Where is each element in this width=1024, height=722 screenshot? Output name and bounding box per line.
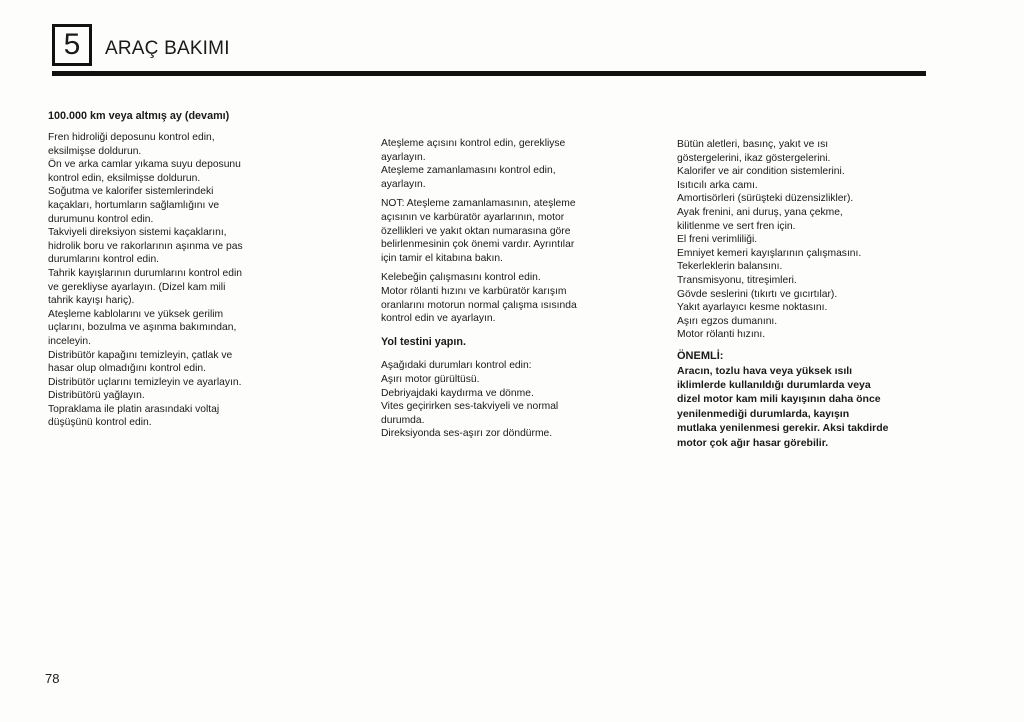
text-line: uçlarını, bozulma ve aşınma bakımından, bbox=[48, 322, 237, 334]
text-line: Bütün aletleri, basınç, yakıt ve ısı bbox=[677, 139, 829, 150]
text-line: Aşırı motor gürültüsü. bbox=[381, 373, 480, 385]
text-line: durumunu kontrol edin. bbox=[48, 213, 154, 225]
text-line: Ateşleme zamanlamasını kontrol edin, bbox=[381, 165, 556, 177]
text-line: düşüşünü kontrol edin. bbox=[48, 417, 152, 429]
text-line: Aşağıdaki durumları kontrol edin: bbox=[381, 360, 532, 372]
text-line: açısının ve karbüratör ayarlarının, motor bbox=[381, 211, 565, 223]
text-line: Aracın, tozlu hava veya yüksek ısılı bbox=[677, 364, 853, 377]
text-line: Distribütör kapağını temizleyin, çatlak ve bbox=[48, 349, 233, 361]
text-line: El freni verimliliği. bbox=[677, 234, 758, 246]
text-line: Transmisyonu, titreşimleri. bbox=[677, 274, 797, 286]
text-line: Ateşleme açısını kontrol edin, gerekliyse bbox=[381, 138, 566, 149]
text-line: Topraklama ile platin arasındaki voltaj bbox=[48, 403, 220, 415]
text-line: tahrik kayışı hariç). bbox=[48, 295, 135, 307]
text-line: Distribütör uçlarını temizleyin ve ayarlayın. bbox=[48, 376, 242, 388]
header-rule bbox=[52, 71, 926, 76]
text-line: Vites geçirirken ses-takviyeli ve normal bbox=[381, 401, 559, 413]
column-2 bbox=[381, 137, 626, 447]
text-line: kaçakları, hortumların sağlamlığını ve bbox=[48, 199, 220, 211]
text-line: kontrol edin, eksilmişse doldurun. bbox=[48, 172, 201, 184]
text-line: Distribütörü yağlayın. bbox=[48, 390, 145, 402]
text-line: motor çok ağır hasar görebilir. bbox=[677, 436, 829, 449]
text-line: Direksiyonda ses-aşırı zor döndürme. bbox=[381, 428, 553, 440]
text-line: Kelebeğin çalışmasını kontrol edin. bbox=[381, 272, 541, 284]
text-line: oranlarını motorun normal çalışma ısısında bbox=[381, 299, 577, 311]
text-line: dizel motor kam mili kayışının daha önce bbox=[677, 393, 881, 406]
road-test-heading: Yol testini yapın. bbox=[381, 335, 466, 348]
chapter-title: ARAÇ BAKIMI bbox=[105, 38, 230, 59]
text-line: belirlenmesinin çok önemi vardır. Ayrıntılar bbox=[381, 239, 575, 251]
paragraph-throttle bbox=[381, 271, 626, 325]
paragraph-note bbox=[381, 197, 626, 265]
text-line: hidrolik boru ve rakorlarının aşınma ve pas bbox=[48, 240, 243, 252]
text-line: durumda. bbox=[381, 414, 425, 426]
text-line: Takviyeli direksiyon sistemi kaçaklarını, bbox=[48, 227, 227, 239]
text-line: inceleyin. bbox=[48, 335, 91, 347]
text-line: için tamir el kitabına bakın. bbox=[381, 252, 503, 264]
text-line: Debriyajdaki kaydırma ve dönme. bbox=[381, 387, 534, 399]
text-line: ayarlayın. bbox=[381, 178, 426, 190]
text-line: mutlaka yenilenmesi gerekir. Aksi takdirde bbox=[677, 422, 889, 435]
text-line: Kalorifer ve air condition sistemlerini. bbox=[677, 166, 845, 178]
text-line: Ayak frenini, ani duruş, yana çekme, bbox=[677, 206, 843, 218]
text-line: Aşırı egzos dumanını. bbox=[677, 315, 778, 327]
page-number: 78 bbox=[45, 671, 60, 686]
warning-text bbox=[677, 364, 917, 450]
column-3 bbox=[677, 138, 917, 450]
paragraph-road-test bbox=[381, 359, 626, 441]
text-line: Gövde seslerini (tıkırtı ve gıcırtılar). bbox=[677, 288, 838, 300]
text-line: Motor rölanti hızını. bbox=[677, 329, 766, 341]
text-line: kontrol edin ve ayarlayın. bbox=[381, 313, 496, 325]
text-line: Motor rölanti hızını ve karbüratör karışım bbox=[381, 285, 567, 297]
text-line: Emniyet kemeri kayışlarının çalışmasını. bbox=[677, 247, 862, 259]
text-line: eksilmişse doldurun. bbox=[48, 145, 142, 157]
text-line: yenilenmediği durumlarda, kayışın bbox=[677, 407, 850, 420]
text-line: göstergelerini, ikaz göstergelerini. bbox=[677, 152, 831, 164]
text-line: Tekerleklerin balansını. bbox=[677, 261, 783, 273]
paragraph-ignition bbox=[381, 137, 626, 191]
text-line: Soğutma ve kalorifer sistemlerindeki bbox=[48, 186, 214, 198]
text-line: hasar olup olmadığını kontrol edin. bbox=[48, 363, 206, 375]
text-line: kilitlenme ve sert fren için. bbox=[677, 220, 796, 232]
chapter-number-box: 5 bbox=[52, 24, 92, 66]
text-line: Amortisörleri (sürüşteki düzensizlikler). bbox=[677, 193, 854, 205]
column-1 bbox=[48, 131, 283, 430]
text-line: özellikleri ve yakıt oktan numarasına göre bbox=[381, 225, 571, 237]
text-line: ayarlayın. bbox=[381, 151, 426, 163]
text-line: Ateşleme kablolarını ve yüksek gerilim bbox=[48, 308, 224, 320]
text-line: Tahrik kayışlarının durumlarını kontrol edin bbox=[48, 267, 243, 279]
text-line: Ön ve arka camlar yıkama suyu deposunu bbox=[48, 159, 241, 171]
text-line: Fren hidroliği deposunu kontrol edin, bbox=[48, 132, 215, 143]
text-line: durumlarını kontrol edin. bbox=[48, 254, 160, 266]
text-line: Yakıt ayarlayıcı kesme noktasını. bbox=[677, 302, 828, 314]
section-heading: 100.000 km veya altmış ay (devamı) bbox=[48, 110, 230, 122]
text-line: iklimlerde kullanıldığı durumlarda veya bbox=[677, 378, 871, 391]
text-line: Isıtıcılı arka camı. bbox=[677, 179, 758, 191]
text-line: ve gerekliyse ayarlayın. (Dizel kam mili bbox=[48, 281, 226, 293]
warning-title: ÖNEMLİ: bbox=[677, 349, 724, 362]
text-line: NOT: Ateşleme zamanlamasının, ateşleme bbox=[381, 198, 576, 210]
